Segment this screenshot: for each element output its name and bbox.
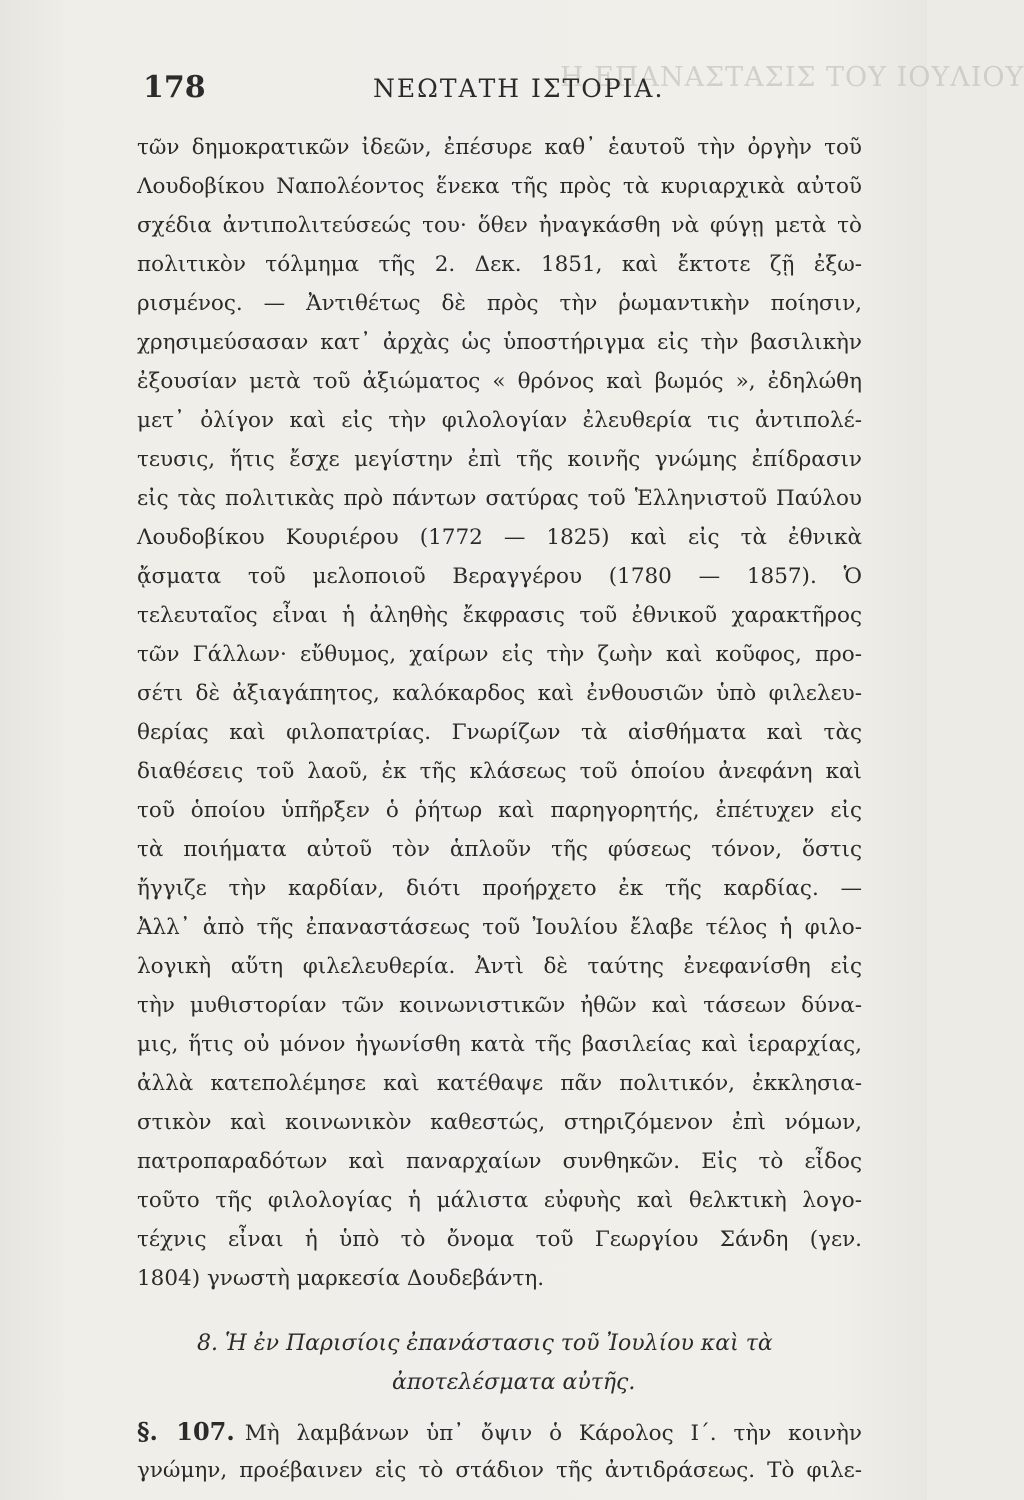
text-line: ἤγγιζε τὴν καρδίαν, διότι προήρχετο ἐκ τῆς καρδίας. — [137, 876, 862, 901]
text-line: ἀλλὰ κατεπολέμησε καὶ κατέθαψε πᾶν πολιτικόν, ἐκκλησια- [137, 1071, 862, 1096]
section-heading-line: ἀποτελέσματα αὐτῆς. [392, 1370, 636, 1395]
text-line: Λουδοβίκου Κουριέρου (1772 — 1825) καὶ εἰς τὰ ἐθνικὰ [137, 525, 862, 550]
section-number: §. 107. [137, 1417, 235, 1446]
text-line: τῶν Γάλλων· εὔθυμος, χαίρων εἰς τὴν ζωὴν καὶ κοῦφος, προ- [137, 642, 862, 667]
page-number: 178 [143, 70, 206, 105]
text-line: ᾄσματα τοῦ μελοποιοῦ Βεραγγέρου (1780 — 1857). Ὁ [137, 564, 862, 589]
section-paragraph [137, 1412, 862, 1490]
text-line: εἰς τὰς πολιτικὰς πρὸ πάντων σατύρας τοῦ Ἑλληνιστοῦ Παύλου [137, 486, 862, 511]
text-line: τοῦτο τῆς φιλολογίας ἡ μάλιστα εὐφυὴς καὶ θελκτικὴ λογο- [137, 1188, 862, 1213]
text-line: Λουδοβίκου Ναπολέοντος ἕνεκα τῆς πρὸς τὰ κυριαρχικὰ αὐτοῦ [137, 174, 862, 199]
text-line: τῶν δημοκρατικῶν ἰδεῶν, ἐπέσυρε καθ᾽ ἑαυτοῦ τὴν ὀργὴν τοῦ [137, 135, 862, 160]
body-text [137, 128, 862, 1490]
text-line: διαθέσεις τοῦ λαοῦ, ἐκ τῆς κλάσεως τοῦ ὁποίου ἀνεφάνη καὶ [137, 759, 862, 784]
text-line: γνώμην, προέβαινεν εἰς τὸ στάδιον τῆς ἀντιδράσεως. Τὸ φιλε- [137, 1458, 862, 1483]
running-title: ΝΕΩΤΑΤΗ ΙΣΤΟΡΙΑ. [373, 74, 665, 103]
bleed-through-text: Η ΕΠΑΝΑΣΤΑΣΙΣ ΤΟΥ ΙΟΥΛΙΟΥ [560, 62, 1024, 93]
text-line: Ἀλλ᾽ ἀπὸ τῆς ἐπαναστάσεως τοῦ Ἰουλίου ἔλαβε τέλος ἡ φιλο- [137, 915, 862, 940]
text-line: σχέδια ἀντιπολιτεύσεώς του· ὅθεν ἠναγκάσθη νὰ φύγῃ μετὰ τὸ [137, 213, 862, 238]
paragraph [137, 128, 862, 1298]
text-line: χρησιμεύσασαν κατ᾽ ἀρχὰς ὡς ὑποστήριγμα εἰς τὴν βασιλικὴν [137, 330, 862, 355]
text-line: ρισμένος. — Ἀντιθέτως δὲ πρὸς τὴν ῥωμαντικὴν ποίησιν, [137, 291, 862, 316]
text-line: τὴν μυθιστορίαν τῶν κοινωνιστικῶν ἠθῶν καὶ τάσεων δύνα- [137, 993, 862, 1018]
text-line: τευσις, ἥτις ἔσχε μεγίστην ἐπὶ τῆς κοινῆς γνώμης ἐπίδρασιν [137, 447, 862, 472]
text-line: θερίας καὶ φιλοπατρίας. Γνωρίζων τὰ αἰσθήματα καὶ τὰς [137, 720, 862, 745]
text-line: στικὸν καὶ κοινωνικὸν καθεστώς, στηριζόμενον ἐπὶ νόμων, [137, 1110, 862, 1135]
text-line: ἐξουσίαν μετὰ τοῦ ἀξιώματος « θρόνος καὶ βωμός », ἐδηλώθη [137, 369, 862, 394]
text-line: τελευταῖος εἶναι ἡ ἀληθὴς ἔκφρασις τοῦ ἐθνικοῦ χαρακτῆρος [137, 603, 862, 628]
text-line [137, 1412, 862, 1451]
section-text: Μὴ λαμβάνων ὑπ᾽ ὄψιν ὁ Κάρολος Ι΄. τὴν κοινὴν [244, 1421, 862, 1446]
text-line: σέτι δὲ ἀξιαγάπητος, καλόκαρδος καὶ ἐνθουσιῶν ὑπὸ φιλελευ- [137, 681, 862, 706]
text-line: 1804) γνωστὴ μαρκεσία Δουδεβάντη. [137, 1266, 545, 1291]
text-line: τὰ ποιήματα αὐτοῦ τὸν ἁπλοῦν τῆς φύσεως τόνον, ὅστις [137, 837, 862, 862]
text-line: τέχνις εἶναι ἡ ὑπὸ τὸ ὄνομα τοῦ Γεωργίου Σάνδη (γεν. [137, 1227, 862, 1252]
text-line: πολιτικὸν τόλμημα τῆς 2. Δεκ. 1851, καὶ ἔκτοτε ζῇ ἐξω- [137, 252, 862, 277]
section-heading-line: 8. Ἡ ἐν Παρισίοις ἐπανάστασις τοῦ Ἰουλίου καὶ τὰ [197, 1331, 773, 1356]
page-header [143, 70, 863, 110]
text-line: λογικὴ αὕτη φιλελευθερία. Ἀντὶ δὲ ταύτης ἐνεφανίσθη εἰς [137, 954, 862, 979]
text-line: τοῦ ὁποίου ὑπῆρξεν ὁ ῥήτωρ καὶ παρηγορητής, ἐπέτυχεν εἰς [137, 798, 862, 823]
text-line: μετ᾽ ὀλίγον καὶ εἰς τὴν φιλολογίαν ἐλευθερία τις ἀντιπολέ- [137, 408, 862, 433]
text-line: πατροπαραδότων καὶ παναρχαίων συνθηκῶν. Εἰς τὸ εἶδος [137, 1149, 862, 1174]
text-line: μις, ἥτις οὐ μόνον ἠγωνίσθη κατὰ τῆς βασιλείας καὶ ἱεραρχίας, [137, 1032, 862, 1057]
section-heading [137, 1324, 862, 1402]
